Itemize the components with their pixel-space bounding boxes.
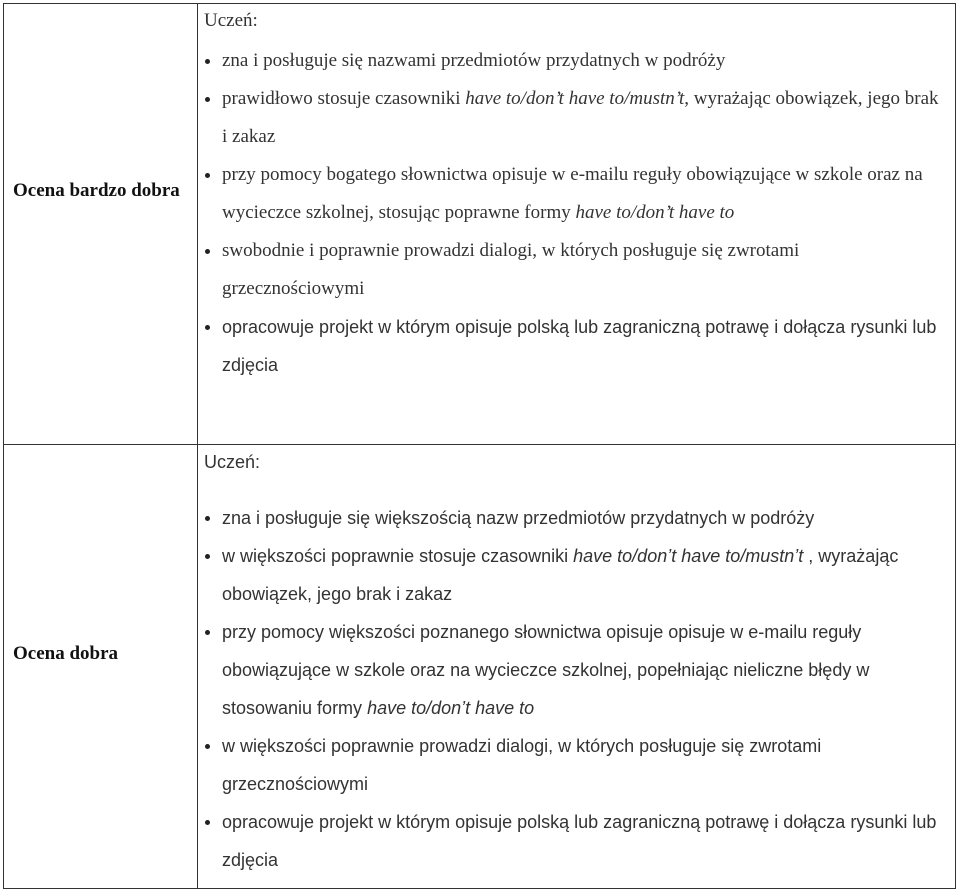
list-item: zna i posługuje się większością nazw przedmiotów przydatnych w podróży xyxy=(204,499,945,537)
criteria-list xyxy=(204,42,945,384)
list-item: prawidłowo stosuje czasowniki have to/don’t have to/mustn’t, wyrażając obowiązek, jego brak i zakaz xyxy=(204,80,945,156)
list-item: w większości poprawnie prowadzi dialogi, w których posługuje się zwrotami grzecznościowymi xyxy=(204,727,945,803)
criteria-cell xyxy=(204,4,945,384)
table-row xyxy=(4,4,955,445)
column-divider xyxy=(197,445,198,888)
grading-table xyxy=(3,3,956,889)
list-item: opracowuje projekt w którym opisuje polską lub zagraniczną potrawę i dołącza rysunki lub zdjęcia xyxy=(204,308,945,384)
column-divider xyxy=(197,4,198,444)
list-item: przy pomocy większości poznanego słownictwa opisuje opisuje w e-mailu reguły obowiązujące w szkole oraz na wycieczce szkolnej, popełniając nieliczne błędy w stosowaniu formy have to/don’t have to xyxy=(204,613,945,727)
grade-label: Ocena dobra xyxy=(13,643,119,664)
grade-label: Ocena bardzo dobra xyxy=(13,180,180,201)
list-item: w większości poprawnie stosuje czasowniki have to/don’t have to/mustn’t , wyrażając obowiązek, jego brak i zakaz xyxy=(204,537,945,613)
intro-text: Uczeń: xyxy=(204,10,258,31)
criteria-cell xyxy=(204,445,945,879)
list-item: opracowuje projekt w którym opisuje polską lub zagraniczną potrawę i dołącza rysunki lub zdjęcia xyxy=(204,803,945,879)
criteria-list xyxy=(204,499,945,879)
table-row xyxy=(4,445,955,888)
list-item: zna i posługuje się nazwami przedmiotów przydatnych w podróży xyxy=(204,42,945,80)
list-item: swobodnie i poprawnie prowadzi dialogi, w których posługuje się zwrotami grzecznościowymi xyxy=(204,232,945,308)
intro-text: Uczeń: xyxy=(204,452,261,472)
list-item: przy pomocy bogatego słownictwa opisuje w e-mailu reguły obowiązujące w szkole oraz na wycieczce szkolnej, stosując poprawne formy have to/don’t have to xyxy=(204,156,945,232)
